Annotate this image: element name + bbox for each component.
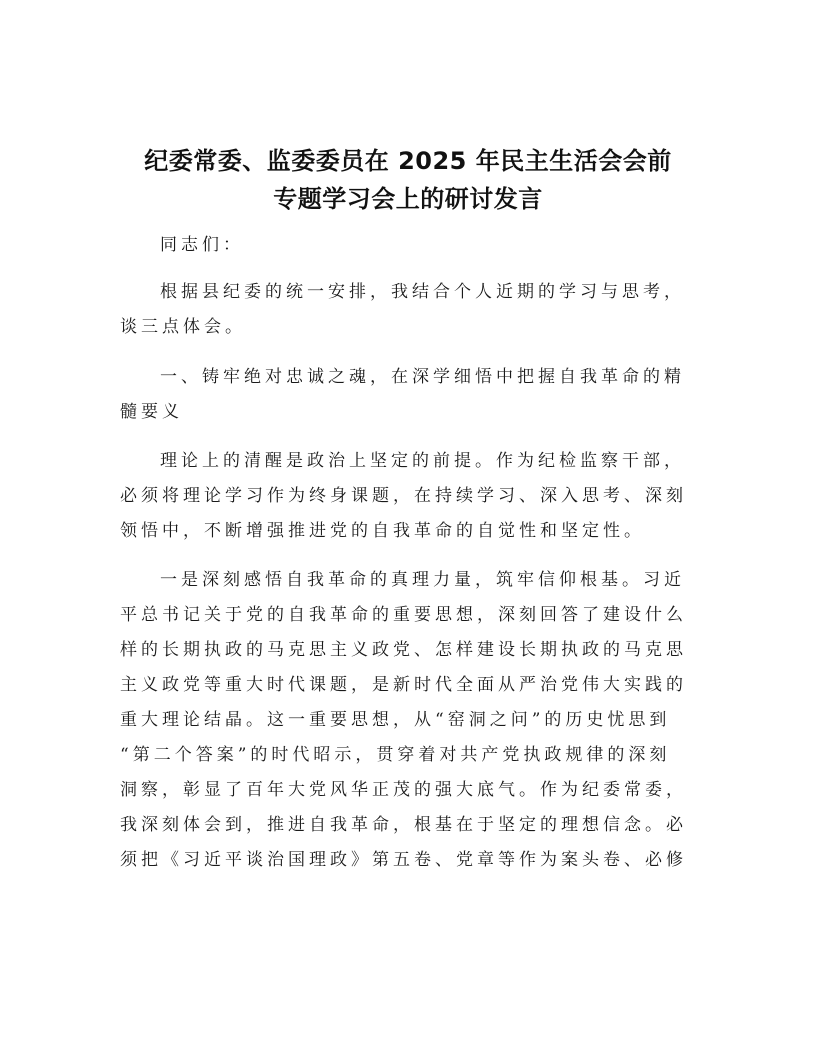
paragraph-line: 样的长期执政的马克思主义政党、怎样建设长期执政的马克思	[120, 640, 687, 660]
paragraph-line: “第二个答案”的时代昭示，贯穿着对共产党执政规律的深刻	[120, 745, 671, 765]
document-title-line-2: 专题学习会上的研讨发言	[273, 185, 543, 213]
paragraph-line: 平总书记关于党的自我革命的重要思想，深刻回答了建设什么	[120, 605, 687, 625]
document-title-line-1: 纪委常委、监委委员在 2025 年民主生活会会前	[144, 147, 672, 175]
paragraph-line: 主义政党等重大时代课题，是新时代全面从严治党伟大实践的	[120, 675, 687, 695]
salutation: 同志们：	[160, 235, 244, 255]
section-heading-line: 一、铸牢绝对忠诚之魂，在深学细悟中把握自我革命的精	[160, 367, 685, 387]
paragraph-line: 领悟中，不断增强推进党的自我革命的自觉性和坚定性。	[120, 521, 645, 541]
paragraph-line: 根据县纪委的统一安排，我结合个人近期的学习与思考，	[160, 282, 685, 302]
paragraph-line: 重大理论结晶。这一重要思想，从“窑洞之问”的历史忧思到	[120, 710, 671, 730]
paragraph-line: 我深刻体会到，推进自我革命，根基在于坚定的理想信念。必	[120, 815, 687, 835]
paragraph-line: 谈三点体会。	[120, 317, 246, 337]
paragraph-line: 须把《习近平谈治国理政》第五卷、党章等作为案头卷、必修	[120, 850, 687, 870]
paragraph-line: 必须将理论学习作为终身课题，在持续学习、深入思考、深刻	[120, 486, 687, 506]
section-heading-line: 髓要义	[120, 402, 183, 422]
paragraph-line: 理论上的清醒是政治上坚定的前提。作为纪检监察干部，	[160, 451, 685, 471]
paragraph-line: 一是深刻感悟自我革命的真理力量，筑牢信仰根基。习近	[160, 570, 685, 590]
paragraph-line: 洞察，彰显了百年大党风华正茂的强大底气。作为纪委常委，	[120, 780, 687, 800]
